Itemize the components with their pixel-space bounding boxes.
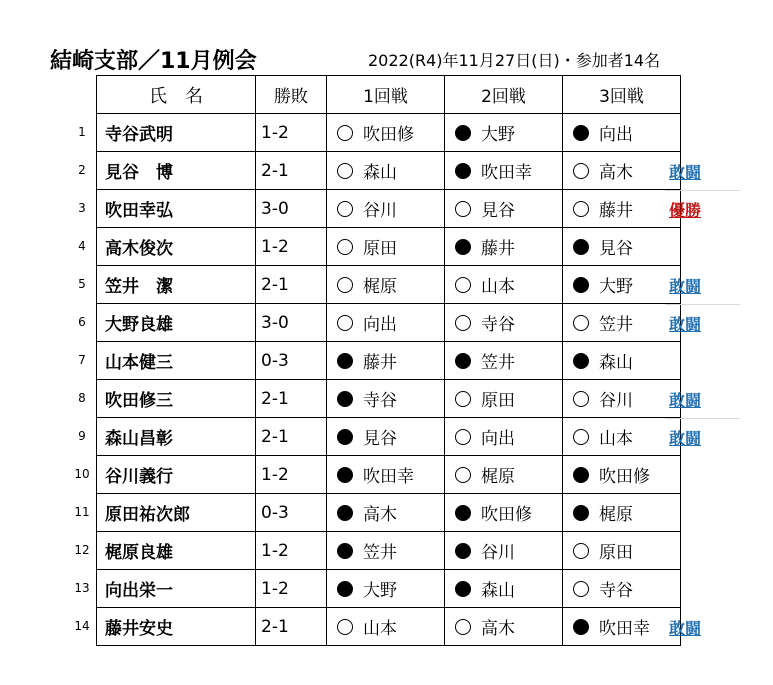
opponent-name: 大野	[363, 581, 397, 601]
opponent-name: 谷川	[363, 201, 397, 221]
round-1-result	[327, 152, 445, 190]
row-number: 11	[74, 505, 90, 519]
round-1-result	[327, 418, 445, 456]
round-3-result	[563, 228, 681, 266]
win-circle-icon	[573, 163, 589, 179]
player-name: 原田祐次郎	[97, 494, 256, 532]
win-circle-icon	[337, 201, 353, 217]
win-loss-record: 2-1	[256, 152, 327, 190]
row-number: 5	[78, 277, 86, 291]
table-row	[97, 190, 681, 228]
event-date-participants: 2022(R4)年11月27日(日)・参加者14名	[368, 51, 661, 70]
player-name: 森山昌彰	[97, 418, 256, 456]
table-row	[97, 608, 681, 646]
opponent-name: 山本	[363, 619, 397, 639]
round-3-result	[563, 304, 681, 342]
win-circle-icon	[337, 277, 353, 293]
opponent-name: 吹田幸	[363, 467, 414, 487]
loss-circle-icon	[455, 543, 471, 559]
round-2-result	[445, 152, 563, 190]
table-row	[97, 114, 681, 152]
player-name: 大野良雄	[97, 304, 256, 342]
table-row	[97, 456, 681, 494]
row-number: 6	[78, 315, 86, 329]
opponent-name: 吹田修	[599, 467, 650, 487]
table-row	[97, 418, 681, 456]
champion-note: 優勝	[669, 201, 702, 220]
divider	[665, 304, 740, 305]
round-1-result	[327, 342, 445, 380]
loss-circle-icon	[337, 467, 353, 483]
win-circle-icon	[455, 467, 471, 483]
round-2-result	[445, 532, 563, 570]
win-loss-record: 1-2	[256, 228, 327, 266]
row-number: 12	[74, 543, 90, 557]
round-2-result	[445, 342, 563, 380]
table-row	[97, 532, 681, 570]
loss-circle-icon	[337, 543, 353, 559]
win-circle-icon	[455, 315, 471, 331]
row-number: 10	[74, 467, 90, 481]
win-loss-record: 0-3	[256, 342, 327, 380]
win-circle-icon	[455, 429, 471, 445]
row-number: 13	[74, 581, 90, 595]
round-1-result	[327, 304, 445, 342]
round-1-result	[327, 570, 445, 608]
opponent-name: 寺谷	[363, 391, 397, 411]
header-round3: 3回戦	[563, 76, 681, 114]
win-circle-icon	[573, 201, 589, 217]
loss-circle-icon	[337, 581, 353, 597]
win-loss-record: 3-0	[256, 190, 327, 228]
opponent-name: 大野	[599, 277, 633, 297]
row-number: 7	[78, 353, 86, 367]
round-3-result	[563, 266, 681, 304]
round-1-result	[327, 608, 445, 646]
loss-circle-icon	[573, 239, 589, 255]
player-name: 吹田修三	[97, 380, 256, 418]
table-row	[97, 304, 681, 342]
opponent-name: 笠井	[363, 543, 397, 563]
table-row	[97, 570, 681, 608]
win-circle-icon	[455, 391, 471, 407]
win-loss-record: 1-2	[256, 532, 327, 570]
opponent-name: 向出	[599, 125, 633, 145]
loss-circle-icon	[455, 353, 471, 369]
round-2-result	[445, 228, 563, 266]
opponent-name: 谷川	[481, 543, 515, 563]
fighting-spirit-note: 敢闘	[669, 277, 702, 296]
round-1-result	[327, 532, 445, 570]
opponent-name: 吹田修	[363, 125, 414, 145]
win-loss-record: 2-1	[256, 608, 327, 646]
round-3-result	[563, 532, 681, 570]
win-loss-record: 2-1	[256, 418, 327, 456]
fighting-spirit-note: 敢闘	[669, 391, 702, 410]
opponent-name: 山本	[481, 277, 515, 297]
opponent-name: 笠井	[481, 353, 515, 373]
results-table	[96, 75, 681, 646]
loss-circle-icon	[337, 391, 353, 407]
win-circle-icon	[337, 125, 353, 141]
loss-circle-icon	[455, 581, 471, 597]
opponent-name: 梶原	[481, 467, 515, 487]
round-3-result	[563, 608, 681, 646]
header-score: 勝敗	[256, 76, 327, 114]
loss-circle-icon	[573, 619, 589, 635]
opponent-name: 笠井	[599, 315, 633, 335]
round-3-result	[563, 190, 681, 228]
round-1-result	[327, 228, 445, 266]
round-3-result	[563, 114, 681, 152]
table-row	[97, 228, 681, 266]
win-circle-icon	[455, 201, 471, 217]
round-1-result	[327, 190, 445, 228]
opponent-name: 見谷	[481, 201, 515, 221]
opponent-name: 見谷	[599, 239, 633, 259]
opponent-name: 大野	[481, 125, 515, 145]
opponent-name: 森山	[363, 163, 397, 183]
opponent-name: 高木	[599, 163, 633, 183]
win-loss-record: 0-3	[256, 494, 327, 532]
opponent-name: 藤井	[363, 353, 397, 373]
opponent-name: 向出	[363, 315, 397, 335]
win-loss-record: 1-2	[256, 570, 327, 608]
loss-circle-icon	[337, 505, 353, 521]
opponent-name: 高木	[363, 505, 397, 525]
player-name: 谷川義行	[97, 456, 256, 494]
page-title: 結崎支部／11月例会	[50, 49, 257, 74]
fighting-spirit-note: 敢闘	[669, 619, 702, 638]
opponent-name: 藤井	[481, 239, 515, 259]
player-name: 寺谷武明	[97, 114, 256, 152]
table-row	[97, 152, 681, 190]
player-name: 山本健三	[97, 342, 256, 380]
fighting-spirit-note: 敢闘	[669, 429, 702, 448]
win-circle-icon	[573, 543, 589, 559]
win-circle-icon	[337, 239, 353, 255]
loss-circle-icon	[573, 277, 589, 293]
round-1-result	[327, 380, 445, 418]
opponent-name: 梶原	[599, 505, 633, 525]
row-number: 9	[78, 429, 86, 443]
opponent-name: 吹田幸	[599, 619, 650, 639]
divider	[665, 418, 740, 419]
round-1-result	[327, 114, 445, 152]
row-number: 2	[78, 163, 86, 177]
win-loss-record: 2-1	[256, 380, 327, 418]
player-name: 藤井安史	[97, 608, 256, 646]
header-name: 氏 名	[97, 76, 256, 114]
opponent-name: 原田	[599, 543, 633, 563]
round-2-result	[445, 380, 563, 418]
opponent-name: 森山	[599, 353, 633, 373]
loss-circle-icon	[573, 467, 589, 483]
opponent-name: 梶原	[363, 277, 397, 297]
row-number: 1	[78, 125, 86, 139]
loss-circle-icon	[573, 125, 589, 141]
opponent-name: 森山	[481, 581, 515, 601]
round-1-result	[327, 456, 445, 494]
table-row	[97, 494, 681, 532]
player-name: 高木俊次	[97, 228, 256, 266]
round-1-result	[327, 494, 445, 532]
win-circle-icon	[573, 315, 589, 331]
round-2-result	[445, 456, 563, 494]
round-3-result	[563, 494, 681, 532]
table-row	[97, 380, 681, 418]
round-3-result	[563, 380, 681, 418]
round-2-result	[445, 418, 563, 456]
win-circle-icon	[455, 619, 471, 635]
round-2-result	[445, 304, 563, 342]
round-2-result	[445, 570, 563, 608]
win-circle-icon	[573, 581, 589, 597]
round-2-result	[445, 494, 563, 532]
opponent-name: 向出	[481, 429, 515, 449]
opponent-name: 吹田修	[481, 505, 532, 525]
opponent-name: 山本	[599, 429, 633, 449]
win-circle-icon	[337, 163, 353, 179]
win-loss-record: 1-2	[256, 114, 327, 152]
row-number: 3	[78, 201, 86, 215]
player-name: 見谷 博	[97, 152, 256, 190]
round-2-result	[445, 608, 563, 646]
player-name: 向出栄一	[97, 570, 256, 608]
round-3-result	[563, 570, 681, 608]
round-2-result	[445, 114, 563, 152]
opponent-name: 寺谷	[599, 581, 633, 601]
table-row	[97, 342, 681, 380]
loss-circle-icon	[455, 163, 471, 179]
opponent-name: 藤井	[599, 201, 633, 221]
fighting-spirit-note: 敢闘	[669, 315, 702, 334]
round-1-result	[327, 266, 445, 304]
header-round1: 1回戦	[327, 76, 445, 114]
round-3-result	[563, 342, 681, 380]
player-name: 吹田幸弘	[97, 190, 256, 228]
loss-circle-icon	[455, 505, 471, 521]
row-number: 4	[78, 239, 86, 253]
round-3-result	[563, 456, 681, 494]
win-circle-icon	[455, 277, 471, 293]
round-3-result	[563, 152, 681, 190]
round-2-result	[445, 266, 563, 304]
divider	[665, 190, 740, 191]
win-loss-record: 1-2	[256, 456, 327, 494]
win-circle-icon	[573, 391, 589, 407]
player-name: 梶原良雄	[97, 532, 256, 570]
opponent-name: 高木	[481, 619, 515, 639]
loss-circle-icon	[573, 505, 589, 521]
opponent-name: 原田	[481, 391, 515, 411]
win-loss-record: 3-0	[256, 304, 327, 342]
loss-circle-icon	[337, 353, 353, 369]
fighting-spirit-note: 敢闘	[669, 163, 702, 182]
win-loss-record: 2-1	[256, 266, 327, 304]
player-name: 笠井 潔	[97, 266, 256, 304]
opponent-name: 原田	[363, 239, 397, 259]
win-circle-icon	[337, 619, 353, 635]
opponent-name: 吹田幸	[481, 163, 532, 183]
row-number: 8	[78, 391, 86, 405]
opponent-name: 見谷	[363, 429, 397, 449]
round-2-result	[445, 190, 563, 228]
table-row	[97, 266, 681, 304]
win-circle-icon	[573, 429, 589, 445]
win-circle-icon	[337, 315, 353, 331]
loss-circle-icon	[455, 239, 471, 255]
header-round2: 2回戦	[445, 76, 563, 114]
loss-circle-icon	[573, 353, 589, 369]
opponent-name: 寺谷	[481, 315, 515, 335]
loss-circle-icon	[337, 429, 353, 445]
loss-circle-icon	[455, 125, 471, 141]
opponent-name: 谷川	[599, 391, 633, 411]
round-3-result	[563, 418, 681, 456]
table-header-row	[97, 76, 681, 114]
row-number: 14	[74, 619, 90, 633]
